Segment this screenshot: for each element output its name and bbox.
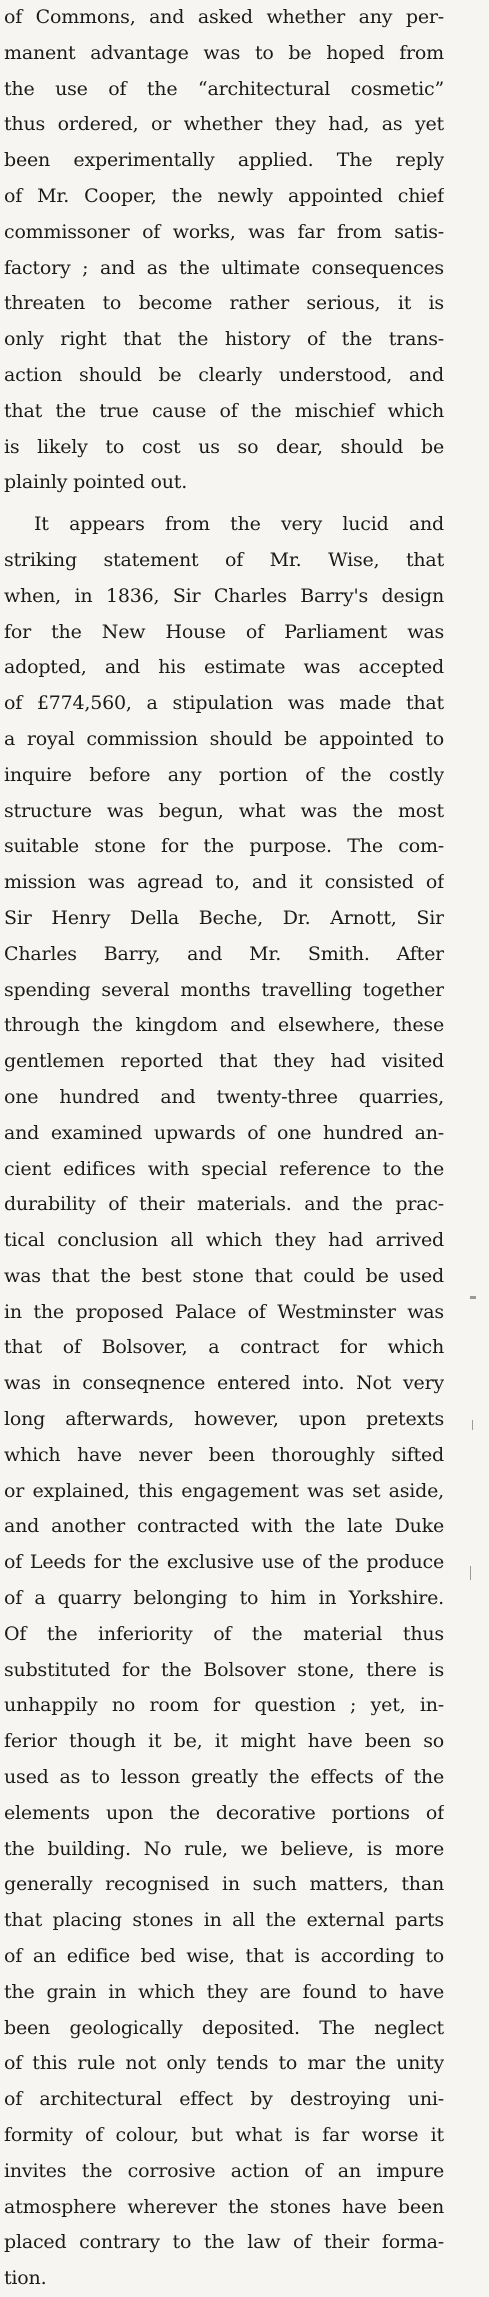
text-line: and examined upwards of one hundred an- [4, 1121, 444, 1144]
text-line: substituted for the Bolsover stone, there is [4, 1658, 444, 1681]
text-line: It appears from the very lucid and [34, 513, 444, 536]
text-line: cient edifices with special reference to the [4, 1157, 444, 1180]
text-line: tion. [4, 2267, 47, 2290]
paragraph-2 [4, 507, 444, 2297]
text-line: generally recognised in such matters, than [4, 1873, 444, 1896]
text-line: and another contracted with the late Duke [4, 1515, 444, 1538]
text-line: tical conclusion all which they had arrived [4, 1229, 444, 1252]
text-line: of this rule not only tends to mar the unity [4, 2052, 444, 2075]
margin-mark [472, 1420, 473, 1430]
margin-mark [470, 1296, 476, 1299]
text-line: one hundred and twenty-three quarries, [4, 1085, 444, 1108]
text-line: spending several months travelling together [4, 978, 444, 1001]
text-line: been geologically deposited. The neglect [4, 2016, 444, 2039]
text-line: of architectural effect by destroying uni- [4, 2088, 444, 2111]
text-line: or explained, this engagement was set aside, [4, 1479, 444, 1502]
text-line: the use of the “architectural cosmetic” [4, 77, 444, 100]
text-line: in the proposed Palace of Westminster was [4, 1300, 444, 1323]
text-line: of an edifice bed wise, that is according to [4, 1945, 444, 1968]
text-line: of Mr. Cooper, the newly appointed chief [4, 184, 444, 207]
text-line: thus ordered, or whether they had, as yet [4, 113, 444, 136]
text-line: of Commons, and asked whether any per- [4, 6, 444, 28]
text-line: atmosphere wherever the stones have been [4, 2195, 444, 2218]
text-line: was in conseqnence entered into. Not very [4, 1372, 444, 1395]
text-line: that placing stones in all the external parts [4, 1909, 444, 1932]
text-line: Of the inferiority of the material thus [4, 1622, 444, 1645]
text-line: inquire before any portion of the costly [4, 763, 444, 786]
text-line: striking statement of Mr. Wise, that [4, 548, 444, 571]
text-line: unhappily no room for question ; yet, in- [4, 1694, 444, 1717]
text-line: only right that the history of the trans- [4, 328, 444, 351]
text-line: of Leeds for the exclusive use of the produce [4, 1551, 444, 1574]
text-line: of £774,560, a stipulation was made that [4, 692, 444, 715]
text-line: factory ; and as the ultimate consequences [4, 256, 444, 279]
text-line: gentlemen reported that they had visited [4, 1050, 444, 1073]
text-line: placed contrary to the law of their forma- [4, 2231, 444, 2254]
text-line: was that the best stone that could be used [4, 1264, 444, 1287]
text-line: adopted, and his estimate was accepted [4, 656, 444, 679]
text-line: Sir Henry Della Beche, Dr. Arnott, Sir [4, 906, 444, 929]
text-line: which have never been thoroughly sifted [4, 1443, 444, 1466]
text-line: formity of colour, but what is far worse it [4, 2124, 444, 2147]
text-line: for the New House of Parliament was [4, 620, 444, 643]
text-line: action should be clearly understood, and [4, 363, 444, 386]
text-line: the grain in which they are found to have [4, 1980, 444, 2003]
text-line: plainly pointed out. [4, 471, 188, 494]
text-line: ferior though it be, it might have been so [4, 1730, 444, 1753]
text-line: structure was begun, what was the most [4, 799, 444, 822]
text-line: mission was agread to, and it consisted of [4, 871, 444, 894]
text-line: is likely to cost us so dear, should be [4, 435, 444, 458]
text-line: been experimentally applied. The reply [4, 149, 444, 172]
text-line: commissoner of works, was far from satis- [4, 220, 444, 243]
text-line: Charles Barry, and Mr. Smith. After [4, 942, 444, 965]
text-line: used as to lesson greatly the effects of the [4, 1766, 444, 1789]
text-line: the building. No rule, we believe, is more [4, 1837, 444, 1860]
text-line: long afterwards, however, upon pretexts [4, 1408, 444, 1431]
text-line: of a quarry belonging to him in Yorkshire. [4, 1587, 444, 1610]
margin-mark [470, 1566, 471, 1580]
text-line: manent advantage was to be hoped from [4, 41, 444, 64]
text-line: suitable stone for the purpose. The com- [4, 835, 444, 858]
text-line: that of Bolsover, a contract for which [4, 1336, 444, 1359]
text-line: elements upon the decorative portions of [4, 1801, 444, 1824]
text-line: threaten to become rather serious, it is [4, 292, 444, 315]
text-line: that the true cause of the mischief which [4, 399, 444, 422]
text-line: when, in 1836, Sir Charles Barry's design [4, 584, 444, 607]
text-line: a royal commission should be appointed to [4, 727, 444, 750]
text-line: through the kingdom and elsewhere, these [4, 1014, 444, 1037]
text-line: invites the corrosive action of an impure [4, 2159, 444, 2182]
paragraph-1 [4, 0, 444, 501]
text-line: durability of their materials. and the prac- [4, 1193, 444, 1216]
